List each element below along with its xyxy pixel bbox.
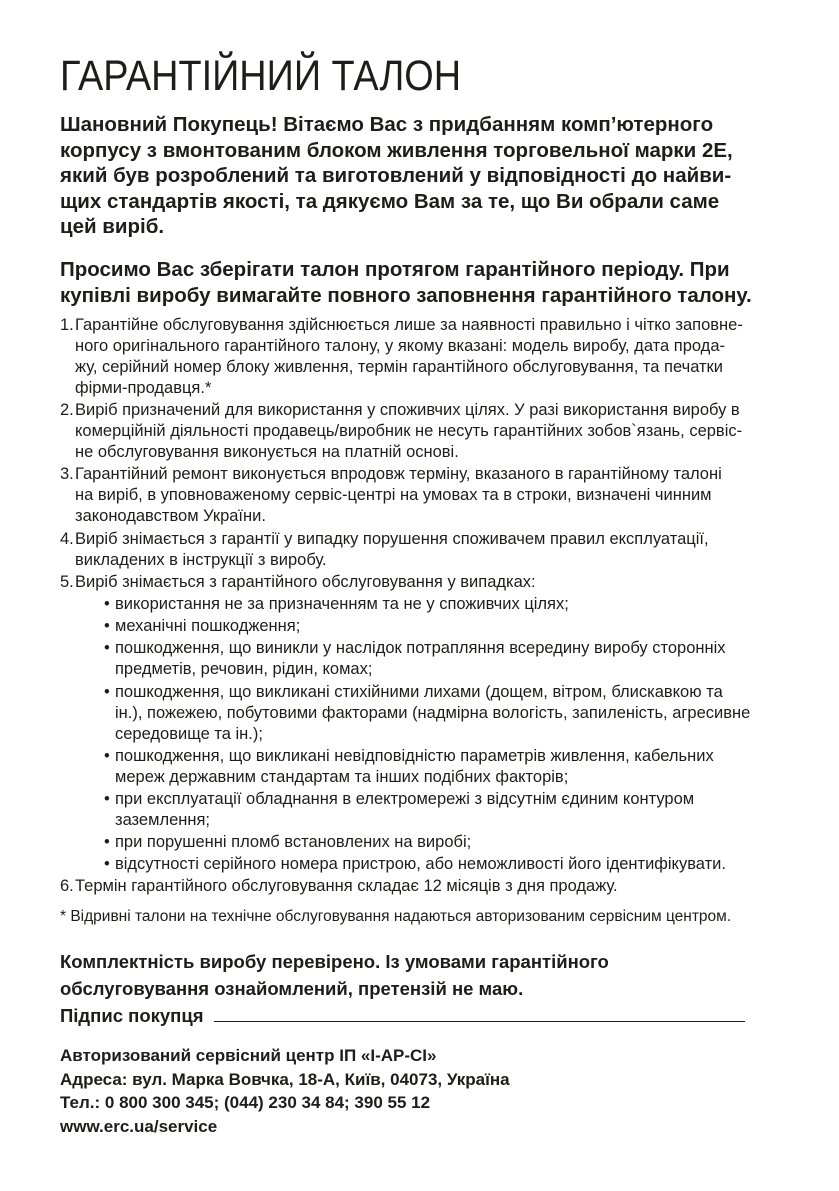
bullet-line: при порушенні пломб встановлених на виробі; xyxy=(115,833,472,852)
bullet-marker: • xyxy=(104,594,110,613)
bullet-line: заземлення; xyxy=(115,810,211,829)
signature-label: Підпис покупця xyxy=(60,1005,204,1026)
exclusion-bullet xyxy=(75,746,750,788)
acknowledgement-line: обслуговування ознайомлений, претензій не маю. xyxy=(60,978,524,999)
service-center-info xyxy=(60,1044,510,1139)
exclusion-bullet xyxy=(75,682,750,745)
bullet-line: при експлуатації обладнання в електромережі з відсутнім єдиним контуром xyxy=(115,789,695,808)
bullet-marker: • xyxy=(104,789,110,808)
page-title: ГАРАНТІЙНИЙ ТАЛОН xyxy=(60,52,462,100)
condition-number: 2. xyxy=(60,401,74,420)
service-center-address: Адреса: вул. Марка Вовчка, 18-А, Київ, 04073, Україна xyxy=(60,1069,510,1089)
notice-line: купівлі виробу вимагайте повного заповнення гарантійного талону. xyxy=(60,284,752,307)
condition-line: викладених в інструкції з виробу. xyxy=(75,550,327,569)
notice-line: Просимо Вас зберігати талон протягом гарантійного періоду. При xyxy=(60,258,730,281)
exclusion-bullet-list xyxy=(75,594,750,875)
exclusion-bullet xyxy=(75,789,750,831)
condition-item-2 xyxy=(60,400,750,463)
exclusion-bullet xyxy=(75,594,750,615)
condition-line: комерційній діяльності продавець/виробник не несуть гарантійних зобов`язань, сервіс- xyxy=(75,422,743,441)
bullet-line: предметів, речовин, рідин, комах; xyxy=(115,660,373,679)
footnote-text: * Відривні талони на технічне обслуговування надаються авторизованим сервісним центром. xyxy=(60,908,732,925)
condition-number: 4. xyxy=(60,529,74,548)
condition-item-6 xyxy=(60,876,750,897)
condition-line: Гарантійний ремонт виконується впродовж терміну, вказаного в гарантійному талоні xyxy=(75,465,722,484)
keep-card-notice xyxy=(60,257,752,309)
condition-line: Виріб призначений для використання у споживчих цілях. У разі використання виробу в xyxy=(75,401,740,420)
bullet-marker: • xyxy=(104,639,110,658)
greeting-line: Шановний Покупець! Вітаємо Вас з придбанням комп’ютерного xyxy=(60,113,714,136)
bullet-marker: • xyxy=(104,746,110,765)
condition-item-3 xyxy=(60,464,750,527)
greeting-line: цей виріб. xyxy=(60,215,165,238)
footnote xyxy=(60,907,731,927)
exclusion-bullet xyxy=(75,616,750,637)
condition-line: Гарантійне обслуговування здійснюється лише за наявності правильно і чітко заповне- xyxy=(75,316,743,334)
service-center-website: www.erc.ua/service xyxy=(60,1117,218,1137)
greeting-paragraph xyxy=(60,112,733,240)
bullet-line: механічні пошкодження; xyxy=(115,617,301,636)
service-center-name: Авторизований сервісний центр ІП «І-АР-СІ» xyxy=(60,1046,437,1065)
bullet-marker: • xyxy=(104,833,110,852)
condition-line: Виріб знімається з гарантії у випадку порушення споживачем правил експлуатації, xyxy=(75,529,709,548)
greeting-line: щих стандартів якості, та дякуємо Вам за те, що Ви обрали саме xyxy=(60,189,720,213)
exclusion-bullet xyxy=(75,832,750,853)
exclusion-bullet xyxy=(75,854,750,875)
bullet-marker: • xyxy=(104,855,110,874)
bullet-line: мереж державним стандартам та інших подібних факторів; xyxy=(115,767,569,786)
condition-number: 3. xyxy=(60,465,74,484)
condition-line: Виріб знімається з гарантійного обслуговування у випадках: xyxy=(75,572,536,591)
bullet-line: середовище та ін.); xyxy=(115,724,263,743)
greeting-line: корпусу з вмонтованим блоком живлення торговельної марки 2E, xyxy=(60,138,733,162)
condition-item-5 xyxy=(60,572,750,876)
exclusion-bullet xyxy=(75,638,750,680)
service-center-phone: Тел.: 0 800 300 345; (044) 230 34 84; 390 55 12 xyxy=(60,1093,431,1113)
condition-number: 6. xyxy=(60,877,74,896)
condition-line: Термін гарантійного обслуговування складає 12 місяців з дня продажу. xyxy=(75,877,618,896)
bullet-line: ін.), пожежею, побутовими факторами (надмірна вологість, запиленість, агресивне xyxy=(115,703,751,722)
condition-number: 5. xyxy=(60,572,74,591)
bullet-line: використання не за призначенням та не у споживчих цілях; xyxy=(115,594,569,613)
signature-row xyxy=(60,1002,745,1029)
condition-number: 1. xyxy=(60,316,74,334)
bullet-marker: • xyxy=(104,682,110,701)
signature-line xyxy=(214,1006,745,1022)
condition-line: на виріб, в уповноваженому сервіс-центрі на умовах та в строки, визначені чинним xyxy=(75,486,712,505)
bullet-marker: • xyxy=(104,617,110,636)
acknowledgement-line: Комплектність виробу перевірено. Із умовами гарантійного xyxy=(60,951,609,972)
condition-line: не обслуговування виконується на платній основі. xyxy=(75,443,459,462)
condition-line: законодавством України. xyxy=(75,507,266,526)
condition-item-4 xyxy=(60,529,750,571)
bullet-line: відсутності серійного номера пристрою, або неможливості його ідентифікувати. xyxy=(115,855,726,874)
bullet-line: пошкодження, що викликані стихійними лихами (дощем, вітром, блискавкою та xyxy=(115,682,723,701)
condition-line: ного оригінального гарантійного талону, у якому вказані: модель виробу, дата прода- xyxy=(75,337,725,355)
buyer-acknowledgement xyxy=(60,948,745,1029)
bullet-line: пошкодження, що викликані невідповідністю параметрів живлення, кабельних xyxy=(115,746,714,765)
condition-item-1 xyxy=(60,315,750,399)
bullet-line: пошкодження, що виникли у наслідок потрапляння всередину виробу сторонніх xyxy=(115,639,726,658)
condition-line: фірми-продавця.* xyxy=(75,379,212,397)
warranty-conditions-list xyxy=(60,315,750,897)
greeting-line: який був розроблений та виготовлений у відповідності до найви- xyxy=(60,164,732,187)
condition-line: жу, серійний номер блоку живлення, термін гарантійного обслуговування, та печатки xyxy=(75,358,723,376)
